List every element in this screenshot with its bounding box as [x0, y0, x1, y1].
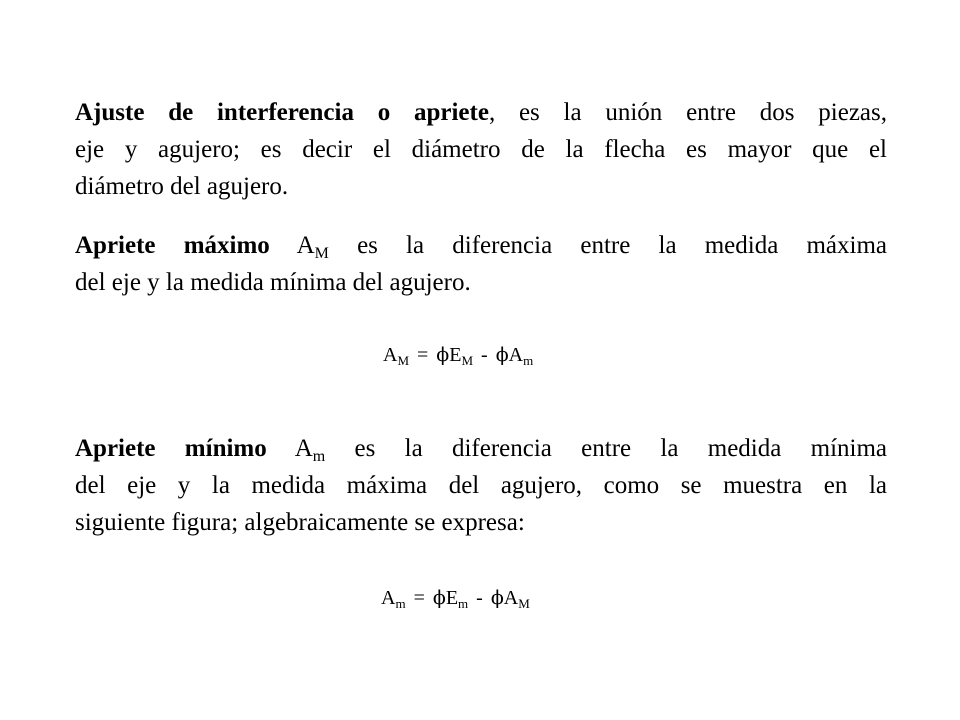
paragraph-line: eje y agujero; es decir el diámetro de la flecha es mayor que el	[75, 136, 887, 163]
min-interference-term: Apriete mínimo	[75, 435, 267, 462]
max-interference-formula: $A_M = \phi E_M - \phi A_m$	[383, 344, 534, 368]
max-interference-symbol: $A_M$	[296, 232, 329, 262]
diameter-symbol: ϕ	[495, 344, 509, 366]
max-interference-paragraph	[75, 227, 887, 301]
min-interference-paragraph	[75, 430, 887, 541]
paragraph-line	[75, 430, 887, 467]
min-interference-symbol: $A_m$	[294, 435, 326, 465]
min-interference-formula: $A_m = \phi E_m - \phi A_M$	[381, 587, 530, 611]
paragraph-line: del eje y la medida mínima del agujero.	[75, 269, 471, 296]
paragraph-line	[75, 94, 887, 131]
paragraph-line: siguiente figura; algebraicamente se expresa:	[75, 509, 525, 536]
diameter-symbol: ϕ	[436, 344, 450, 366]
max-interference-term: Apriete máximo	[75, 232, 270, 259]
paragraph-text: , es la unión entre dos piezas,	[488, 99, 887, 126]
diameter-symbol: ϕ	[432, 587, 446, 609]
paragraph-line: diámetro del agujero.	[75, 173, 289, 200]
paragraph-text: es la diferencia entre la medida mínima	[354, 435, 888, 462]
paragraph-line: del eje y la medida máxima del agujero, como se muestra en la	[75, 472, 887, 499]
paragraph-line	[75, 227, 887, 264]
paragraph-text: es la diferencia entre la medida máxima	[357, 232, 887, 259]
interference-fit-paragraph	[75, 94, 887, 205]
interference-fit-term: Ajuste de interferencia o apriete	[75, 99, 489, 126]
diameter-symbol: ϕ	[490, 587, 504, 609]
